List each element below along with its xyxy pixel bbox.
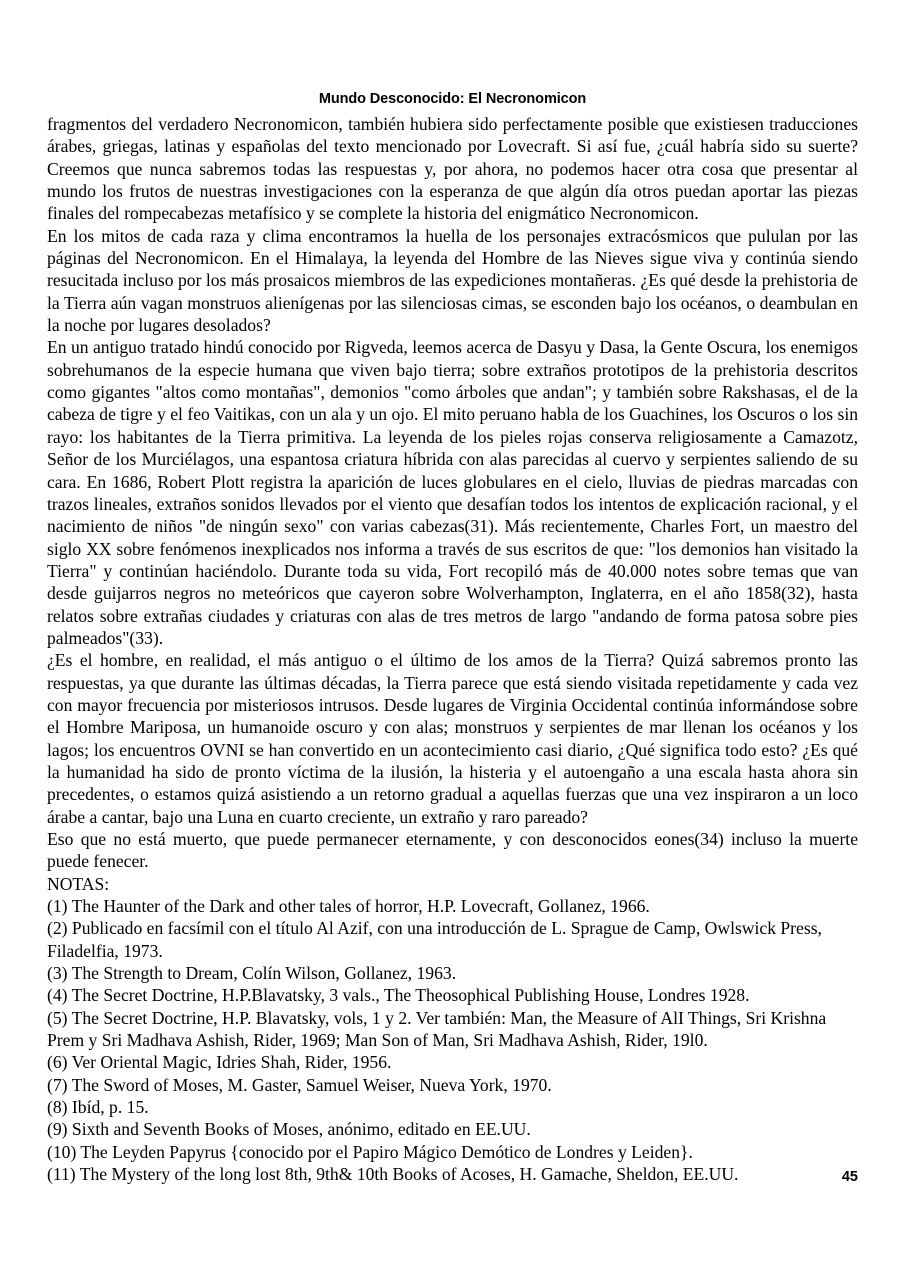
note-item-10: (10) The Leyden Papyrus {conocido por el Papiro Mágico Demótico de Londres y Leiden}. xyxy=(47,1141,693,1162)
body-paragraph-5: Eso que no está muerto, que puede permanecer eternamente, y con desconocidos eones(34) incluso la muerte puede fenecer. xyxy=(47,829,858,872)
note-item-7: (7) The Sword of Moses, M. Gaster, Samuel Weiser, Nueva York, 1970. xyxy=(47,1074,552,1095)
running-head-title: Mundo Desconocido: El Necronomicon xyxy=(318,91,587,107)
body-paragraph-1: fragmentos del verdadero Necronomicon, también hubiera sido perfectamente posible que existiesen traducciones árabes, griegas, latinas y españolas del texto mencionado por Lovecraft. Si así fue, ¿cuál habría sido su suerte? Creemos que nunca sabremos todas las respuestas y, por ahora, no podemos hacer otra cosa que presentar al mundo los frutos de nuestras investigaciones con la esperanza de que algún día otros puedan aportar las piezas finales del rompecabezas metafísico y se complete la historia del enigmático Necronomicon. xyxy=(47,114,858,224)
note-item-6: (6) Ver Oriental Magic, Idries Shah, Rider, 1956. xyxy=(47,1052,392,1073)
note-item-3: (3) The Strength to Dream, Colín Wilson, Gollanez, 1963. xyxy=(47,963,457,984)
body-paragraph-2: En los mitos de cada raza y clima encontramos la huella de los personajes extracósmicos que pululan por las páginas del Necronomicon. En el Himalaya, la leyenda del Hombre de las Nieves sigue viva y continúa siendo resucitada incluso por los más prosaicos miembros de las expediciones montañeras. ¿Es qué desde la prehistoria de la Tierra aún vagan monstruos alienígenas por las silenciosas cimas, se esconden bajo los océanos, o deambulan en la noche por lugares desolados? xyxy=(47,225,858,336)
body-paragraph-3: En un antiguo tratado hindú conocido por Rigveda, leemos acerca de Dasyu y Dasa, la Gente Oscura, los enemigos sobrehumanos de la especie humana que viven bajo tierra; sobre extraños prototipos de la prehistoria descritos como gigantes "altos como montañas", demonios "como árboles que andan"; y también sobre Rakshasas, el de la cabeza de tigre y el feo Vaitikas, con un ala y un ojo. El mito peruano habla de los Guachines, los Oscuros o los sin rayo: los habitantes de la Tierra primitiva. La leyenda de los pieles rojas conserva religiosamente a Camazotz, Señor de los Murciélagos, una espantosa criatura híbrida con alas parecidas al cuervo y serpientes saliendo de su cara. En 1686, Robert Plott registra la aparición de luces globulares en el cielo, lluvias de piedras marcadas con trazos lineales, extraños sonidos llevados por el viento que desafían todos los intentos de explicación racional, y el nacimiento de niños "de ningún sexo" con varias cabezas(31). Más recientemente, Charles Fort, un maestro del siglo XX sobre fenómenos inexplicados nos informa a través de sus escritos de que: "los demonios han visitado la Tierra" y continúan haciéndolo. Durante toda su vida, Fort recopiló más de 40.000 notes sobre temas que van desde guijarros negros no meteóricos que cayeron sobre Wolverhampton, Inglaterra, en el año 1858(32), hasta relatos sobre extrañas ciudades y criaturas con alas de tres metros de largo "andando de forma patosa sobre pies palmeados"(33). xyxy=(47,337,858,648)
note-item-5: (5) The Secret Doctrine, H.P. Blavatsky, vols, 1 y 2. Ver también: Man, the Measure of AlI Things, Sri Krishna Prem y Sri Madhava Ashish, Rider, 1969; Man Son of Man, Sri Madhava Ashish, Rider, 19l0. xyxy=(47,1007,831,1051)
page-number: 45 xyxy=(841,1169,858,1185)
body-paragraph-4: ¿Es el hombre, en realidad, el más antiguo o el último de los amos de la Tierra? Quizá sabremos pronto las respuestas, ya que durante las últimas décadas, la Tierra parece que está siendo visitada repetidamente y cada vez con mayor frecuencia por misteriosos intrusos. Desde lugares de Virginia Occidental continúa informándose sobre el Hombre Mariposa, un humanoide oscuro y con alas; monstruos y serpientes de mar llenan los océanos y los lagos; los encuentros OVNI se han convertido en un acontecimiento casi diario, ¿Qué significa todo esto? ¿Es qué la humanidad ha sido de pronto víctima de la ilusión, la histeria y el autoengaño a una escala hasta ahora sin precedentes, o estamos quizá asistiendo a un retorno gradual a aquellas fuerzas que una vez inspiraron a un loco árabe a cantar, bajo una Luna en cuarto creciente, un extraño y raro pareado? xyxy=(47,650,858,827)
note-item-11: (11) The Mystery of the long lost 8th, 9th& 10th Books of Acoses, H. Gamache, Sheldon, EE.UU. xyxy=(47,1164,739,1185)
notes-section xyxy=(47,873,858,1186)
notes-heading: NOTAS: xyxy=(47,873,110,894)
note-item-4: (4) The Secret Doctrine, H.P.Blavatsky, 3 vals., The Theosophical Publishing House, Londres 1928. xyxy=(47,985,750,1006)
note-item-9: (9) Sixth and Seventh Books of Moses, anónimo, editado en EE.UU. xyxy=(47,1119,531,1140)
note-item-2: (2) Publicado en facsímil con el título Al Azif, con una introducción de L. Sprague de Camp, Owlswick Press, Filadelfia, 1973. xyxy=(47,918,827,961)
page-body xyxy=(47,113,858,1186)
note-item-1: (1) The Haunter of the Dark and other tales of horror, H.P. Lovecraft, Gollanez, 1966. xyxy=(47,896,650,917)
note-item-8: (8) Ibíd, p. 15. xyxy=(47,1097,149,1118)
